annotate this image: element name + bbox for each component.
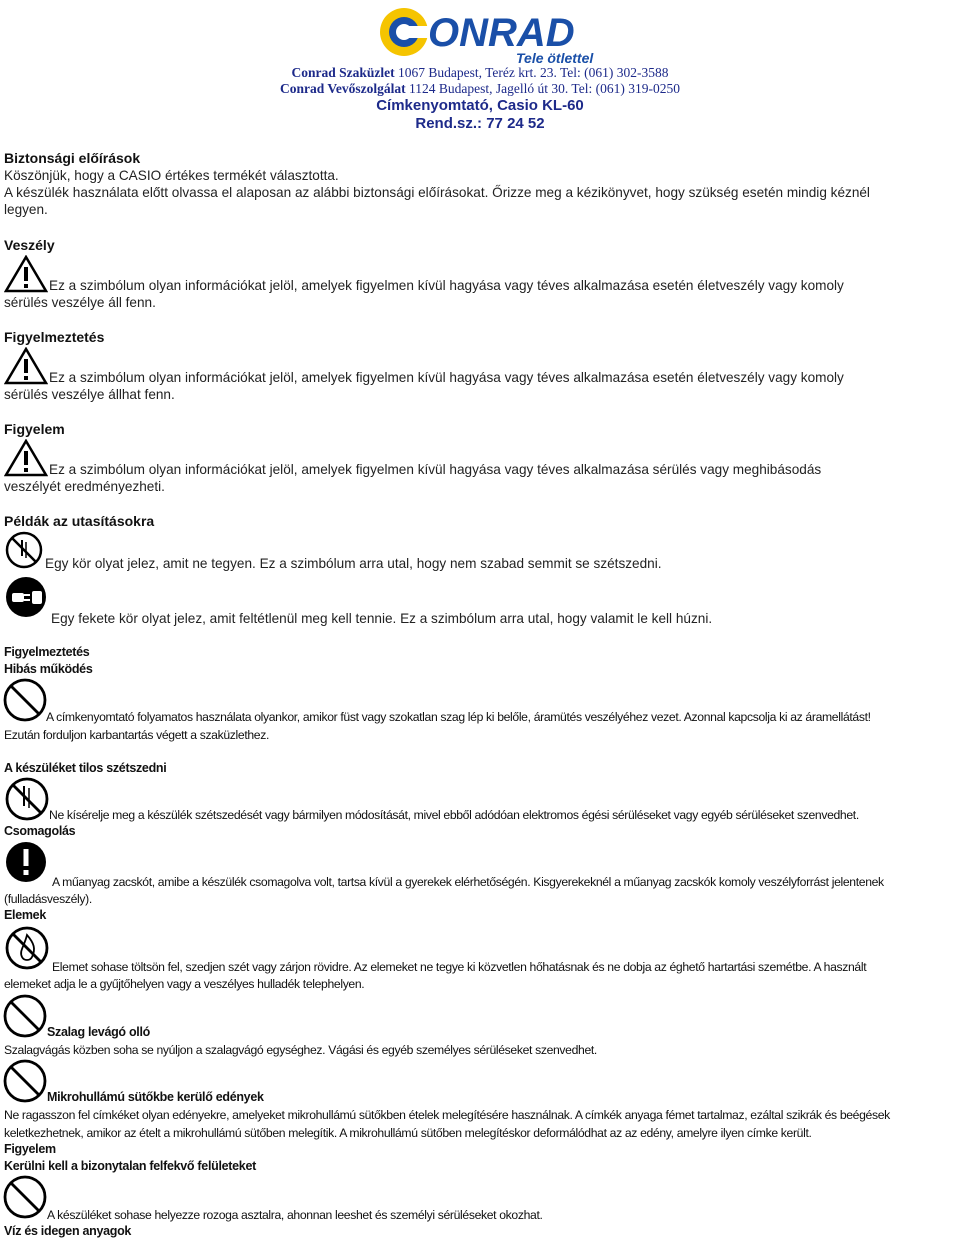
intro-line-3: legyen.: [4, 202, 48, 217]
water-heading: Víz és idegen anyagok: [4, 1224, 132, 1238]
microwave-heading: Mikrohullámú sütőkbe kerülő edények: [47, 1090, 264, 1104]
batteries-line-2: elemeket adja le a gyűjtőhelyen vagy a veszélyes hulladék telephelyen.: [4, 977, 365, 991]
malfunction-line-1: A címkenyomtató folyamatos használata olyankor, amikor füst vagy szokatlan szag lép ki belőle, áramütés veszélyéhez vezet. Azonnal kapcsolja ki az áramellátást!: [46, 710, 871, 724]
attention-heading: Figyelem: [4, 1142, 56, 1156]
service-name: Conrad Vevőszolgálat: [280, 81, 406, 96]
warning-triangle-icon: [4, 439, 48, 477]
microwave-line-1: Ne ragasszon fel címkéket olyan edényekre, amelyeket mikrohullámú sütőkben ételek melegítésére használnak. A címkék anyaga fémet tartalmaz, ezáltal szikrák és beégések: [4, 1108, 890, 1122]
caution-heading: Figyelem: [4, 421, 65, 437]
caution-line-2: veszélyét eredményezheti.: [4, 479, 165, 494]
prohibited-icon: [2, 677, 48, 723]
disassemble-line-1: Ne kísérelje meg a készülék szétszedését vagy bármilyen módosítását, mivel ebből adódóan elektromos égési sérüléseket vagy egyéb sérüléseket szenvedhet.: [49, 808, 859, 822]
service-address: [0, 81, 960, 97]
disassemble-heading: A készüléket tilos szétszedni: [4, 761, 167, 775]
prohibited-disassembly-icon: [4, 776, 50, 822]
prohibited-icon: [2, 1174, 48, 1220]
unplug-icon: [4, 575, 48, 619]
danger-heading: Veszély: [4, 237, 55, 253]
intro-line-2: A készülék használata előtt olvassa el alaposan az alábbi biztonsági előírásokat. Őrizze meg a kézikönyvet, hogy szükség esetén mindig kéznél: [4, 185, 870, 200]
danger-line-2: sérülés veszélye áll fenn.: [4, 295, 156, 310]
order-number: Rend.sz.: 77 24 52: [415, 115, 545, 132]
caution-line-1: Ez a szimbólum olyan információkat jelöl, amelyek figyelmen kívül hagyása vagy téves alkalmazása sérülés vagy meghibásodás: [49, 462, 822, 477]
logo-tagline: Tele ötlettel: [516, 50, 594, 66]
unstable-heading: Kerülni kell a bizonytalan felfekvő felületeket: [4, 1159, 256, 1173]
malfunction-line-2: Ezután forduljon karbantartás végett a szaküzlethez.: [4, 728, 269, 742]
prohibited-disassembly-icon: [4, 530, 44, 570]
batteries-line-1: Elemet sohase töltsön fel, szedjen szét vagy zárjon rövidre. Az elemeket ne tegye ki közvetlen hőhatásnak és ne dobja az éghető hartartási szemétbe. A használt: [52, 960, 867, 974]
prohibited-icon: [2, 993, 48, 1039]
shop-address: [0, 65, 960, 81]
unstable-line-1: A készüléket sohase helyezze rozoga asztalra, ahonnan leeshet és személyi sérüléseket okozhat.: [47, 1208, 543, 1222]
intro-line-1: Köszönjük, hogy a CASIO értékes termékét választotta.: [4, 168, 339, 183]
cutter-line-1: Szalagvágás közben soha se nyúljon a szalagvágó egységhez. Vágási és egyéb személyes sérüléseket szenvedhet.: [4, 1043, 597, 1057]
shop-info: 1067 Budapest, Teréz krt. 23. Tel: (061) 302-3588: [397, 65, 669, 80]
examples-heading: Példák az utasításokra: [4, 513, 155, 529]
service-info: 1124 Budapest, Jagelló út 30. Tel: (061) 319-0250: [409, 81, 680, 96]
warning-line-2: sérülés veszélye állhat fenn.: [4, 387, 175, 402]
warning-triangle-icon: [4, 255, 48, 293]
cutter-heading: Szalag levágó olló: [47, 1025, 150, 1039]
packaging-line-1: A műanyag zacskót, amibe a készülék csomagolva volt, tartsa kívül a gyerekek elérhetőségén. Kisgyerekeknél a műanyag zacskók komoly veszélyforrást jelentenek: [52, 875, 884, 889]
svg-text:ONRAD: ONRAD: [428, 11, 575, 55]
warning-line-1: Ez a szimbólum olyan információkat jelöl, amelyek figyelmen kívül hagyása vagy téves alkalmazása esetén életveszély vagy komoly: [49, 370, 844, 385]
mandatory-icon: [4, 840, 48, 884]
packaging-line-2: (fulladásveszély).: [4, 892, 92, 906]
circle-example-text: Egy kör olyat jelez, amit ne tegyen. Ez a szimbólum arra utal, hogy nem szabad semmit se szétszedni.: [45, 556, 662, 571]
microwave-line-2: keletkezhetnek, amikor az ételt a mikrohullámú sütőben melegítik. A mikrohullámú sütőben melegítéskor deformálódhat az az edény, amelyre ilyen címke került.: [4, 1126, 812, 1140]
no-fire-icon: [4, 925, 50, 971]
packaging-heading: Csomagolás: [4, 824, 76, 838]
warning-subheading: Figyelmeztetés: [4, 645, 90, 659]
batteries-heading: Elemek: [4, 908, 46, 922]
warning-triangle-icon: [4, 347, 48, 385]
malfunction-heading: Hibás működés: [4, 662, 93, 676]
warning-heading: Figyelmeztetés: [4, 329, 105, 345]
danger-line-1: Ez a szimbólum olyan információkat jelöl, amelyek figyelmen kívül hagyása vagy téves alkalmazása esetén életveszély vagy komoly: [49, 278, 844, 293]
prohibited-icon: [2, 1058, 48, 1104]
safety-heading: Biztonsági előírások: [4, 150, 141, 166]
black-circle-example-text: Egy fekete kör olyat jelez, amit feltétlenül meg kell tennie. Ez a szimbólum arra utal, hogy valamit le kell húzni.: [51, 611, 713, 626]
product-title: Címkenyomtató, Casio KL-60: [376, 97, 584, 114]
shop-name: Conrad Szaküzlet: [291, 65, 395, 80]
